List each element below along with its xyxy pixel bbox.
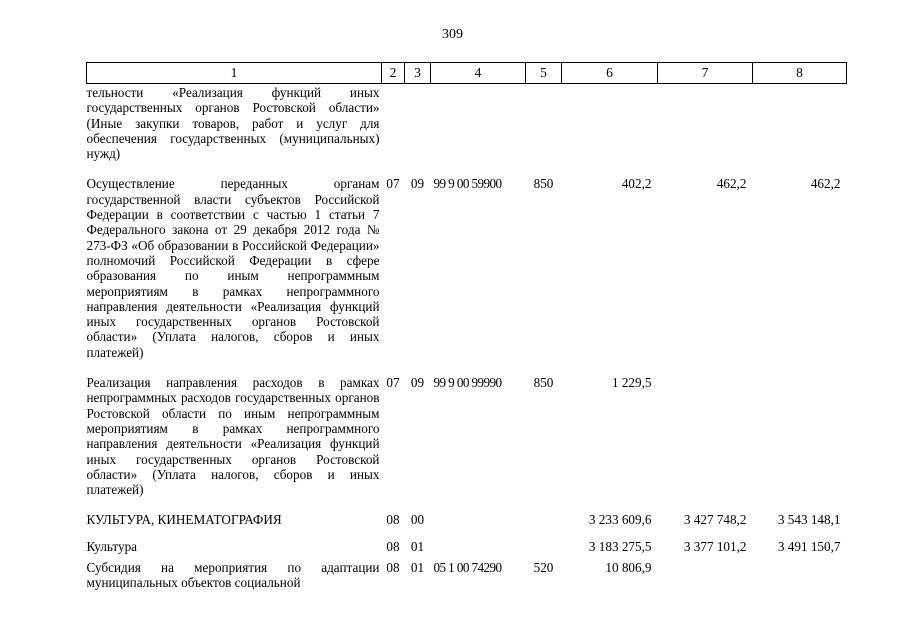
header-col-7: 7 xyxy=(658,63,753,84)
header-row xyxy=(87,63,847,84)
row-subsection: 01 xyxy=(410,538,425,554)
row-expense-type: 520 xyxy=(533,560,554,576)
row-amount-year2 xyxy=(658,84,753,169)
row-amount-year2 xyxy=(658,367,753,504)
row-subsection xyxy=(405,84,431,169)
row-amount-year3 xyxy=(753,84,847,169)
row-subsection: 01 xyxy=(410,560,425,576)
row-amount-year1: 10 806,9 xyxy=(605,560,652,576)
row-expense-type xyxy=(526,504,562,534)
budget-table xyxy=(86,62,847,593)
row-target-code: 99 9 00 99990 xyxy=(433,375,502,391)
row-target-code: 99 9 00 59900 xyxy=(433,176,502,192)
row-target-code xyxy=(431,84,526,169)
row-amount-year2: 3 427 748,2 xyxy=(683,512,747,528)
row-section: 08 xyxy=(386,560,400,576)
header-col-8: 8 xyxy=(753,63,847,84)
row-amount-year3: 3 491 150,7 xyxy=(777,538,841,554)
row-amount-year2 xyxy=(658,556,753,593)
row-amount-year1: 3 183 275,5 xyxy=(588,538,652,554)
row-section: 08 xyxy=(386,538,400,554)
table-row xyxy=(87,535,847,556)
header-col-4: 4 xyxy=(431,63,526,84)
row-subsection: 09 xyxy=(410,176,425,192)
row-name: КУЛЬТУРА, КИНЕМАТОГРАФИЯ xyxy=(86,512,282,528)
row-expense-type xyxy=(526,84,562,169)
row-amount-year1: 1 229,5 xyxy=(611,375,652,391)
header-col-2: 2 xyxy=(382,63,405,84)
row-amount-year3: 3 543 148,1 xyxy=(777,512,841,528)
header-col-6: 6 xyxy=(562,63,658,84)
row-amount-year2: 462,2 xyxy=(716,176,747,192)
row-amount-year1 xyxy=(562,84,658,169)
row-expense-type xyxy=(526,535,562,556)
row-target-code xyxy=(431,535,526,556)
row-subsection: 00 xyxy=(410,512,425,528)
header-col-5: 5 xyxy=(526,63,562,84)
row-target-code xyxy=(431,504,526,534)
row-expense-type: 850 xyxy=(533,375,554,391)
row-section: 08 xyxy=(386,512,400,528)
row-amount-year3: 462,2 xyxy=(810,176,841,192)
row-amount-year1: 402,2 xyxy=(621,176,652,192)
row-amount-year3 xyxy=(753,556,847,593)
row-target-code: 05 1 00 74290 xyxy=(433,560,502,576)
header-col-1: 1 xyxy=(87,63,382,84)
table-row xyxy=(87,556,847,593)
row-subsection: 09 xyxy=(410,375,425,391)
row-name: Субсидия на мероприятия по адаптации муниципальных объектов социальной xyxy=(86,560,380,591)
row-name: Осуществление переданных органам государственной власти субъектов Российской Федерации в соответствии с частью 1 статьи 7 Федерального закона от 29 декабря 2012 года № 273-ФЗ «Об образовании в Российской Федерации» полномочий Российской Федерации в сфере образования по иным непрограммным мероприятиям в рамках непрограммного направления деятельности «Реализация функций иных государственных органов Ростовской области» (Уплата налогов, сборов и иных платежей) xyxy=(86,176,380,360)
table-row xyxy=(87,84,847,169)
row-amount-year1: 3 233 609,6 xyxy=(588,512,652,528)
row-amount-year3 xyxy=(753,367,847,504)
header-col-3: 3 xyxy=(405,63,431,84)
row-section: 07 xyxy=(386,375,400,391)
row-amount-year2: 3 377 101,2 xyxy=(683,538,747,554)
row-name: тельности «Реализация функций иных государственных органов Ростовской области» (Иные закупки товаров, работ и услуг для обеспечения государственных (муниципальных) нужд) xyxy=(86,85,380,162)
row-section: 07 xyxy=(386,176,400,192)
row-name: Культура xyxy=(86,538,138,554)
row-name: Реализация направления расходов в рамках непрограммных расходов государственных органов Ростовской области по иным непрограммным мероприятиям в рамках непрограммного направления деятельности «Реализация функций иных государственных органов Ростовской области» (Уплата налогов, сборов и иных платежей) xyxy=(86,375,380,498)
row-section xyxy=(382,84,405,169)
page-number: 309 xyxy=(442,27,463,42)
table-row xyxy=(87,367,847,504)
table-row xyxy=(87,504,847,534)
row-expense-type: 850 xyxy=(533,176,554,192)
table-row xyxy=(87,168,847,367)
